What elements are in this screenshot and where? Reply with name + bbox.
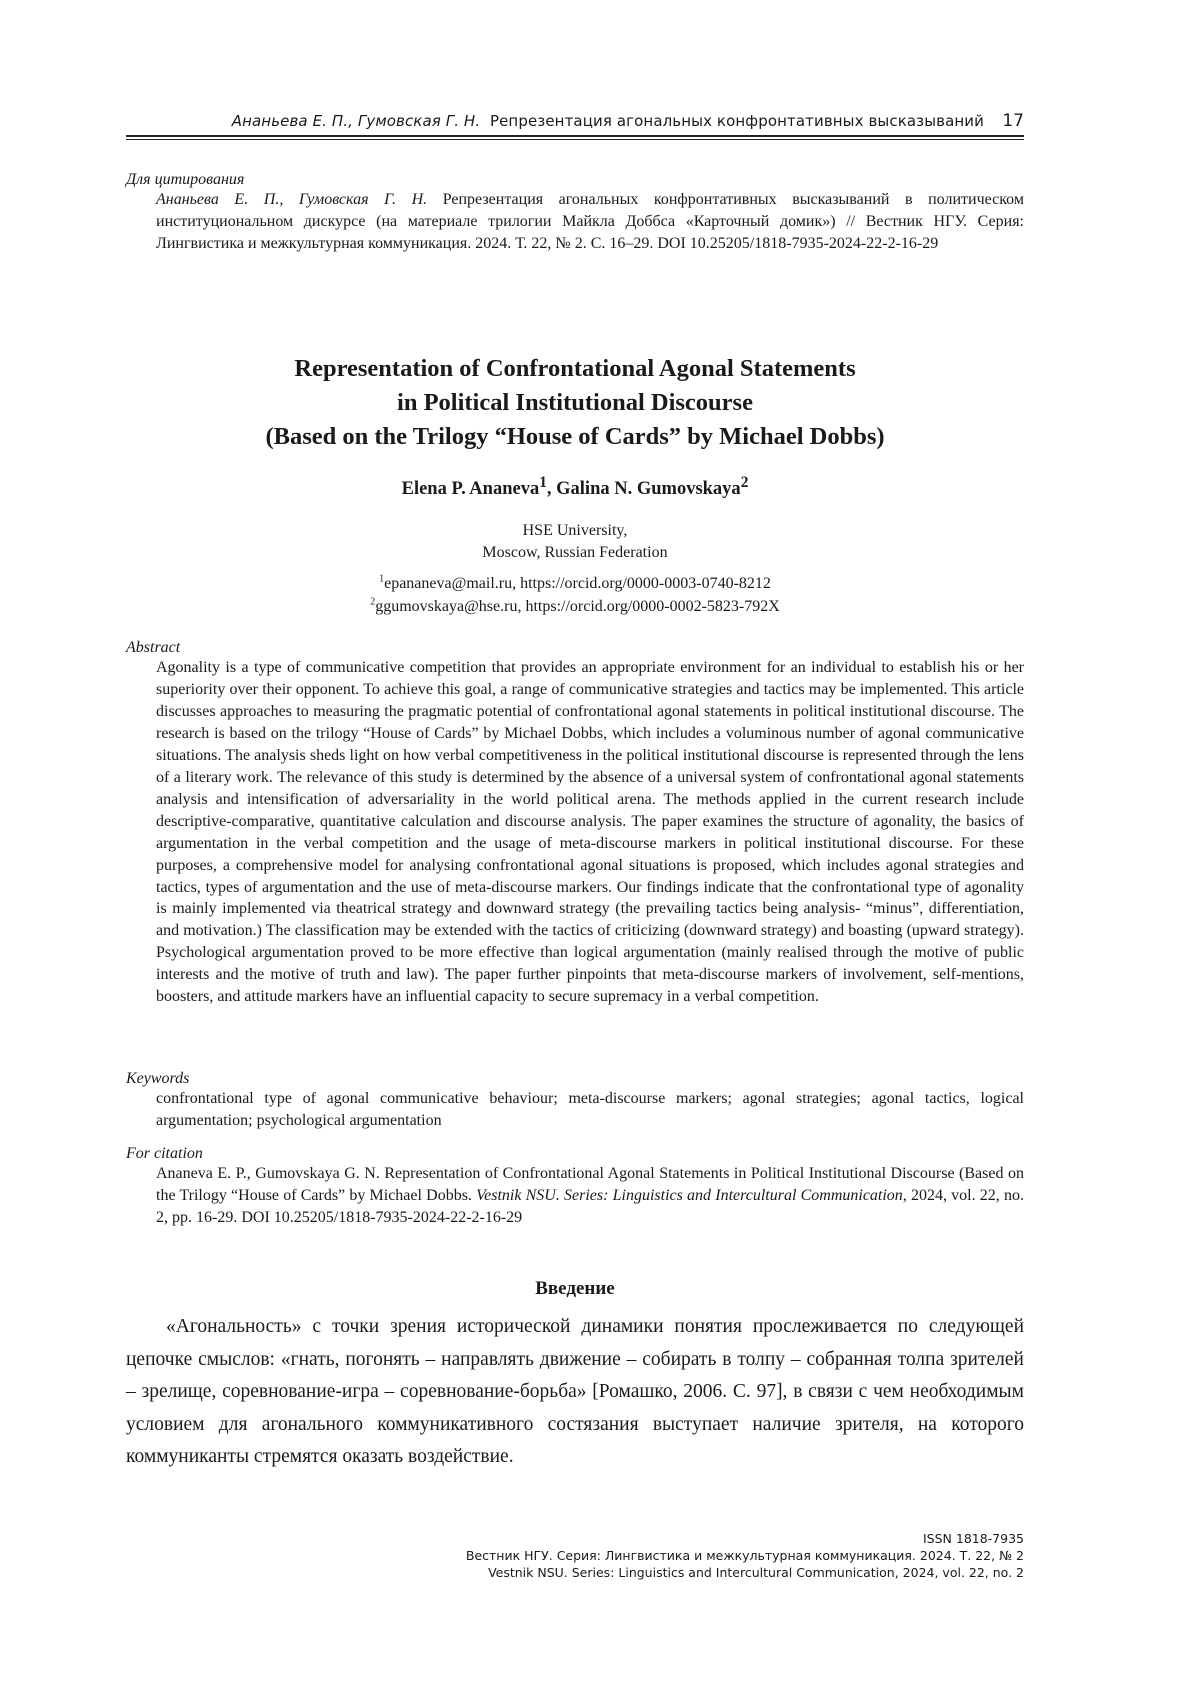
citation-ru-label: Для цитирования [126, 170, 1024, 189]
citation-en-label: For citation [126, 1144, 1024, 1163]
affiliation-line: Moscow, Russian Federation [126, 542, 1024, 564]
citation-en-text [126, 1163, 1024, 1229]
abstract [126, 638, 1024, 1008]
citation-en [126, 1144, 1024, 1229]
section-heading: Введение [126, 1278, 1024, 1300]
keywords-label: Keywords [126, 1069, 1024, 1088]
citation-ru [126, 170, 1024, 255]
author-contact-line [126, 572, 1024, 595]
running-head-authors: Ананьева Е. П., Гумовская Г. Н. [232, 112, 480, 130]
citation-en-journal: Vestnik NSU. Series: Linguistics and Intercultural Communication [476, 1187, 903, 1204]
header-rule-thick [126, 135, 1024, 137]
citation-en-body: Ananeva E. P., Gumovskaya G. N. Representation of Confrontational Agonal Statements in Political Institutional Discourse (Based on the Trilogy “House of Cards” by Michael Dobbs. [156, 1165, 1024, 1204]
author-separator: , [547, 479, 556, 499]
footer-issn: ISSN 1818-7935 [126, 1530, 1024, 1547]
citation-ru-authors: Ананьева Е. П., Гумовская Г. Н. [156, 191, 427, 208]
author-affiliation-mark: 2 [741, 474, 749, 491]
header-rule-thin [126, 139, 1024, 140]
abstract-label: Abstract [126, 638, 1024, 657]
footer-journal-en: Vestnik NSU. Series: Linguistics and Intercultural Communication, 2024, vol. 22, no. 2 [126, 1564, 1024, 1581]
intro-paragraph: «Агональность» с точки зрения исторической динамики понятия прослеживается по следующей цепочке смыслов: «гнать, погонять – направлять движение – собирать в толпу – собранная толпа зрителей – зрелище, соревнование-игра – соревнование-борьба» [Ромашко, 2006. С. 97], в связи с чем необходимым условием для агонального коммуникативного состязания выступает наличие зрителя, на которого коммуниканты стремятся оказать воздействие. [126, 1311, 1024, 1474]
paper-title-line: (Based on the Trilogy “House of Cards” by Michael Dobbs) [126, 420, 1024, 454]
citation-en-tail: , 2024, vol. 22, no. 2, pp. 16-29. DOI 10.25205/1818-7935-2024-22-2-16-29 [156, 1187, 1024, 1226]
paper-title-line: in Political Institutional Discourse [126, 386, 1024, 420]
running-head-title [126, 112, 984, 130]
page-number: 17 [1002, 111, 1024, 131]
author-name: Galina N. Gumovskaya [556, 479, 741, 499]
paper-authors [126, 474, 1024, 500]
keywords [126, 1069, 1024, 1132]
paper-title-line: Representation of Confrontational Agonal Statements [126, 352, 1024, 386]
footer-journal-ru: Вестник НГУ. Серия: Лингвистика и межкультурная коммуникация. 2024. Т. 22, № 2 [126, 1547, 1024, 1564]
contact-text[interactable]: epananeva@mail.ru, https://orcid.org/0000-0003-0740-8212 [384, 575, 771, 592]
affiliation [126, 520, 1024, 564]
author-name: Elena P. Ananeva [402, 479, 540, 499]
contact-text[interactable]: ggumovskaya@hse.ru, https://orcid.org/0000-0002-5823-792X [375, 598, 780, 615]
page-footer [126, 1530, 1024, 1581]
running-head-article-title: Репрезентация агональных конфронтативных высказываний [490, 112, 984, 130]
citation-ru-text [126, 189, 1024, 255]
contact-mark: 2 [370, 597, 375, 608]
author-affiliation-mark: 1 [539, 474, 547, 491]
keywords-text: confrontational type of agonal communicative behaviour; meta-discourse markers; agonal strategies; agonal tactics, logical argumentation; psychological argumentation [126, 1088, 1024, 1132]
author-contacts [126, 572, 1024, 618]
affiliation-line: HSE University, [126, 520, 1024, 542]
citation-ru-body: Репрезентация агональных конфронтативных высказываний в политическом институциональном дискурсе (на материале трилогии Майкла Доббса «Карточный домик») // Вестник НГУ. Серия: Лингвистика и межкультурная коммуникация. 2024. Т. 22, № 2. С. 16–29. DOI 10.25205/1818-7935-2024-22-2-16-29 [156, 191, 1024, 252]
contact-mark: 1 [379, 574, 384, 585]
paper-title [126, 352, 1024, 454]
author-contact-line [126, 595, 1024, 618]
abstract-text: Agonality is a type of communicative competition that provides an appropriate environment for an individual to establish his or her superiority over their opponent. To achieve this goal, a range of communicative strategies and tactics may be implemented. This article discusses approaches to measuring the pragmatic potential of confrontational agonal statements in political institutional discourse. The research is based on the trilogy “House of Cards” by Michael Dobbs, which includes a voluminous number of agonal communicative situations. The analysis sheds light on how verbal competitiveness in the political institutional discourse is represented through the lens of a literary work. The relevance of this study is determined by the absence of a universal system of confrontational agonal statements analysis and intensification of adversariality in the world political arena. The methods applied in the current research include descriptive-comparative, quantitative calculation and discourse analysis. The paper examines the structure of agonality, the basics of argumentation in the verbal competition and the usage of meta-discourse markers in political institutional discourse. For these purposes, a comprehensive model for analysing confrontational agonal situations is proposed, which includes agonal strategies and tactics, types of argumentation and the use of meta-discourse markers. Our findings indicate that the confrontational type of agonality is mainly implemented via theatrical strategy and downward strategy (the prevailing tactics being analysis- “minus”, differentiation, and motivation.) The classification may be extended with the tactics of criticizing (downward strategy) and boasting (upward strategy). Psychological argumentation proved to be more effective than logical argumentation (mainly realised through the motive of public interests and the motive of truth and law). The paper further pinpoints that meta-discourse markers of involvement, self-mentions, boosters, and attitude markers have an influential capacity to secure supremacy in a verbal competition. [126, 657, 1024, 1008]
